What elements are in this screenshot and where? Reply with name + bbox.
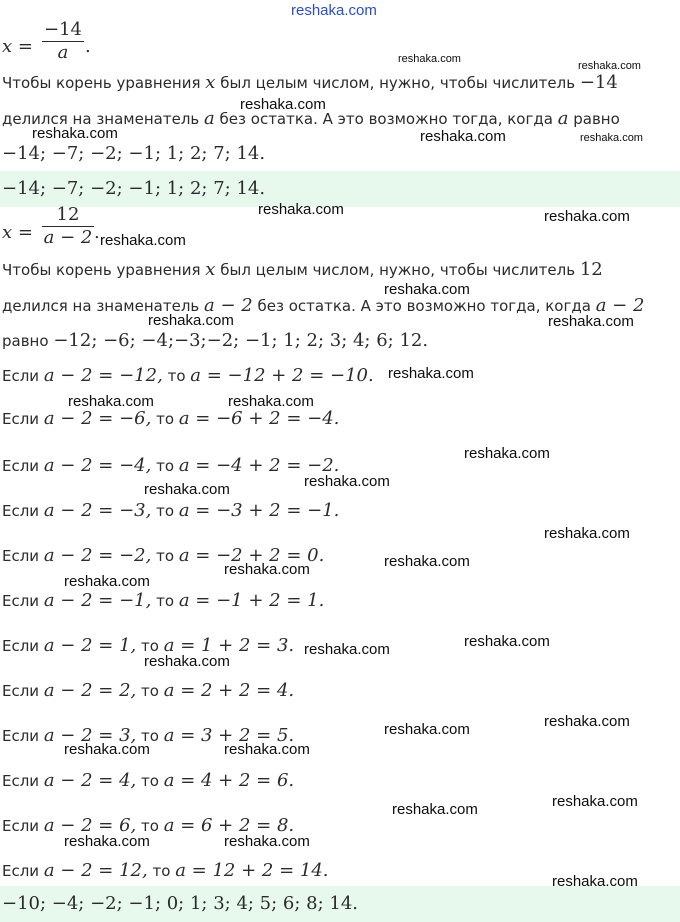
watermark-text: reshaka.com (224, 741, 310, 758)
watermark-text: reshaka.com (228, 393, 314, 410)
eq2-numerator: 12 (56, 204, 80, 225)
watermark-text: reshaka.com (388, 365, 474, 382)
eq2-fraction (42, 205, 94, 248)
eq1-denominator: a (57, 42, 69, 63)
watermark-text: reshaka.com (304, 641, 390, 658)
site-header-link[interactable]: reshaka.com (291, 2, 377, 19)
watermark-text: reshaka.com (32, 125, 118, 142)
block2-answer: −10; −4; −2; −1; 0; 1; 3; 4; 5; 6; 8; 14. (2, 893, 359, 914)
case-row: Если a − 2 = −1, то a = −1 + 2 = 1. (2, 590, 325, 611)
watermark-text: reshaka.com (578, 60, 641, 72)
watermark-text: reshaka.com (64, 741, 150, 758)
watermark-text: reshaka.com (144, 653, 230, 670)
block1-answer: −14; −7; −2; −1; 1; 2; 7; 14. (2, 178, 266, 199)
watermark-text: reshaka.com (224, 561, 310, 578)
eq2-period: . (94, 222, 100, 243)
watermark-text: reshaka.com (464, 633, 550, 650)
watermark-text: reshaka.com (144, 481, 230, 498)
watermark-text: reshaka.com (544, 713, 630, 730)
block1-para2: делился на знаменатель a без остатка. А это возможно тогда, когда a равно (2, 108, 620, 129)
block1-para1: Чтобы корень уравнения x был целым числом, нужно, чтобы числитель −14 (2, 72, 618, 93)
watermark-text: reshaka.com (552, 793, 638, 810)
block2-para3: равно −12; −6; −4;−3;−2; −1; 1; 2; 3; 4; 6; 12. (2, 330, 429, 351)
eq1-lhs: x = (2, 36, 33, 57)
block1-values: −14; −7; −2; −1; 1; 2; 7; 14. (2, 143, 266, 164)
watermark-text: reshaka.com (64, 833, 150, 850)
block2-para1: Чтобы корень уравнения x был целым числом, нужно, чтобы числитель 12 (2, 259, 603, 280)
block2-para2: делился на знаменатель a − 2 без остатка. А это возможно тогда, когда a − 2 (2, 295, 645, 316)
watermark-text: reshaka.com (384, 553, 470, 570)
watermark-text: reshaka.com (420, 128, 506, 145)
eq1-fraction (42, 20, 84, 63)
watermark-text: reshaka.com (148, 312, 234, 329)
watermark-text: reshaka.com (384, 721, 470, 738)
watermark-text: reshaka.com (304, 473, 390, 490)
eq1-period: . (85, 36, 91, 57)
watermark-text: reshaka.com (68, 393, 154, 410)
case-row: Если a − 2 = −2, то a = −2 + 2 = 0. (2, 545, 325, 566)
watermark-text: reshaka.com (464, 445, 550, 462)
case-row: Если a − 2 = 6, то a = 6 + 2 = 8. (2, 815, 295, 836)
case-row: Если a − 2 = −12, то a = −12 + 2 = −10. (2, 365, 374, 386)
case-row: Если a − 2 = 1, то a = 1 + 2 = 3. (2, 635, 295, 656)
watermark-text: reshaka.com (100, 232, 186, 249)
eq2-denominator: a − 2 (43, 227, 93, 248)
watermark-text: reshaka.com (552, 873, 638, 890)
case-row: Если a − 2 = −4, то a = −4 + 2 = −2. (2, 455, 340, 476)
case-row: Если a − 2 = 4, то a = 4 + 2 = 6. (2, 770, 295, 791)
watermark-text: reshaka.com (548, 313, 634, 330)
watermark-text: reshaka.com (224, 833, 310, 850)
case-row: Если a − 2 = −6, то a = −6 + 2 = −4. (2, 408, 340, 429)
watermark-text: reshaka.com (258, 201, 344, 218)
case-row: Если a − 2 = 2, то a = 2 + 2 = 4. (2, 680, 295, 701)
case-row: Если a − 2 = 12, то a = 12 + 2 = 14. (2, 860, 329, 881)
watermark-text: reshaka.com (580, 132, 643, 144)
watermark-text: reshaka.com (392, 801, 478, 818)
watermark-text: reshaka.com (240, 96, 326, 113)
watermark-text: reshaka.com (544, 525, 630, 542)
case-row: Если a − 2 = 3, то a = 3 + 2 = 5. (2, 725, 295, 746)
case-row: Если a − 2 = −3, то a = −3 + 2 = −1. (2, 500, 340, 521)
watermark-text: reshaka.com (384, 281, 470, 298)
eq1-numerator: −14 (44, 19, 82, 40)
watermark-text: reshaka.com (544, 208, 630, 225)
watermark-text: reshaka.com (398, 53, 461, 65)
eq2-lhs: x = (2, 222, 33, 243)
watermark-text: reshaka.com (64, 573, 150, 590)
